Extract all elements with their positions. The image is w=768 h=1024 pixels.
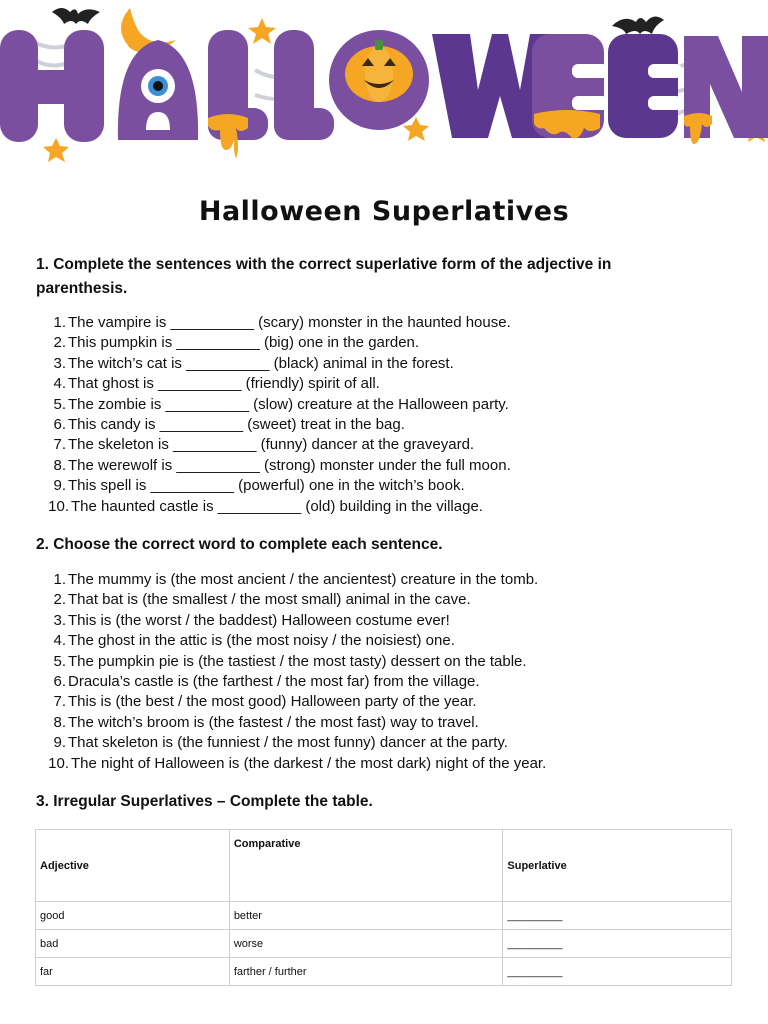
section-1-heading: 1. Complete the sentences with the correct superlative form of the adjective in parenthesis. <box>36 256 612 297</box>
list-item: 4. That ghost is __________ (friendly) spirit of all. <box>53 375 380 393</box>
table-header-row <box>36 830 732 902</box>
table-cell: bad <box>36 930 230 958</box>
table-row <box>36 958 732 986</box>
table-cell: good <box>36 902 230 930</box>
column-header: Comparative <box>229 830 503 902</box>
list-item: 3. This is (the worst / the baddest) Halloween costume ever! <box>53 611 450 629</box>
section-2-list <box>36 570 736 774</box>
list-item: 7. This is (the best / the most good) Halloween party of the year. <box>53 693 477 711</box>
answer-blank[interactable]: _________ <box>503 958 732 986</box>
table-row <box>36 902 732 930</box>
list-item: 3. The witch’s cat is __________ (black) animal in the forest. <box>53 354 454 372</box>
star-icon <box>43 138 69 162</box>
halloween-banner <box>0 0 768 170</box>
page-title: Halloween Superlatives <box>198 196 570 227</box>
list-item: 5. The zombie is __________ (slow) creature at the Halloween party. <box>53 395 509 413</box>
list-item: 1. The mummy is (the most ancient / the ancientest) creature in the tomb. <box>53 571 539 588</box>
list-item: 9. That skeleton is (the funniest / the most funny) dancer at the party. <box>53 734 508 752</box>
list-item: 8. The witch’s broom is (the fastest / the most fast) way to travel. <box>53 713 479 731</box>
table-row <box>36 930 732 958</box>
list-item: 2. That bat is (the smallest / the most small) animal in the cave. <box>53 591 471 609</box>
list-item: 7. The skeleton is __________ (funny) dancer at the graveyard. <box>53 436 475 454</box>
section-3-heading: 3. Irregular Superlatives – Complete the table. <box>36 793 373 810</box>
answer-blank[interactable]: _________ <box>503 930 732 958</box>
list-item: 1. The vampire is __________ (scary) monster in the haunted house. <box>53 314 511 331</box>
star-icon <box>248 18 276 44</box>
list-item: 10. The night of Halloween is (the darkest / the most dark) night of the year. <box>48 754 547 772</box>
column-header: Superlative <box>503 830 732 902</box>
bat-icon <box>612 16 664 34</box>
list-item: 4. The ghost in the attic is (the most noisy / the noisiest) one. <box>53 632 455 650</box>
list-item: 9. This spell is __________ (powerful) one in the witch’s book. <box>53 477 465 495</box>
table-cell: better <box>229 902 503 930</box>
table-cell: far <box>36 958 230 986</box>
list-item: 5. The pumpkin pie is (the tastiest / the most tasty) dessert on the table. <box>53 652 527 670</box>
table-cell: farther / further <box>229 958 503 986</box>
list-item: 6. Dracula’s castle is (the farthest / the most far) from the village. <box>53 673 480 691</box>
list-item: 2. This pumpkin is __________ (big) one in the garden. <box>53 334 420 352</box>
list-item: 10. The haunted castle is __________ (old) building in the village. <box>48 497 483 515</box>
bat-icon <box>52 8 100 24</box>
answer-blank[interactable]: _________ <box>503 902 732 930</box>
table-cell: worse <box>229 930 503 958</box>
section-1-list <box>36 313 736 517</box>
irregular-superlatives-table <box>35 829 732 986</box>
list-item: 6. This candy is __________ (sweet) treat in the bag. <box>53 416 405 434</box>
section-2-heading: 2. Choose the correct word to complete each sentence. <box>36 536 443 553</box>
column-header: Adjective <box>36 830 230 902</box>
list-item: 8. The werewolf is __________ (strong) monster under the full moon. <box>53 456 511 474</box>
